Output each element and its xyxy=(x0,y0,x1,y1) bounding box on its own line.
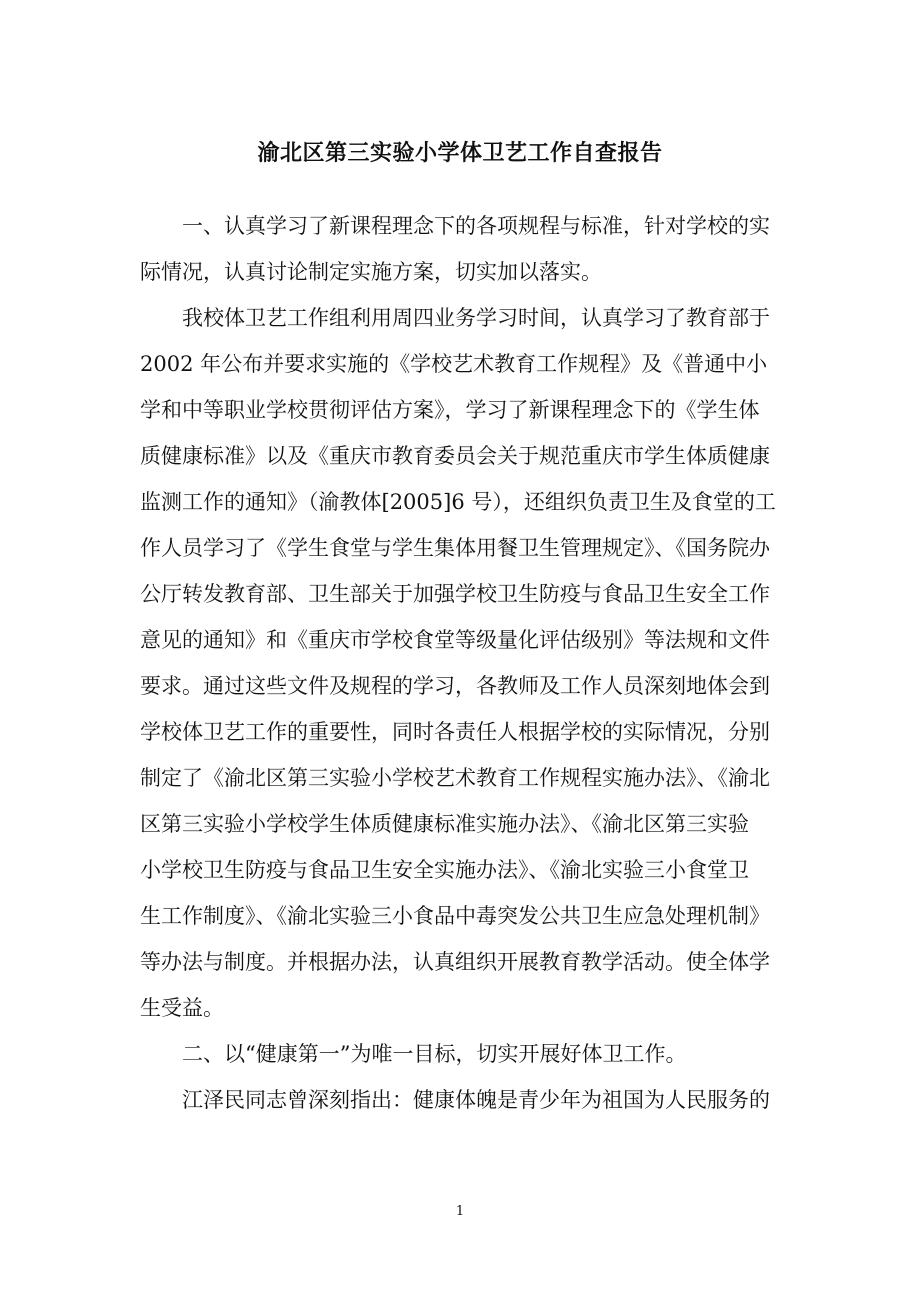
text-line: 二、以“健康第一”为唯一目标，切实开展好体卫工作。 xyxy=(182,1042,687,1066)
text-line: 公厅转发教育部、卫生部关于加强学校卫生防疫与食品卫生安全工作 xyxy=(140,582,770,606)
text-line: 学和中等职业学校贯彻评估方案》，学习了新课程理念下的《学生体 xyxy=(140,398,760,422)
text-line: 质健康标准》以及《重庆市教育委员会关于规范重庆市学生体质健康 xyxy=(140,444,770,468)
text-line: 江泽民同志曾深刻指出：健康体魄是青少年为祖国为人民服务的 xyxy=(182,1088,770,1112)
text-line: 区第三实验小学校学生体质健康标准实施办法》、《渝北区第三实验 xyxy=(140,812,749,836)
text-line: 际情况，认真讨论制定实施方案，切实加以落实。 xyxy=(140,260,602,284)
document-title: 渝北区第三实验小学体卫艺工作自查报告 xyxy=(257,141,663,166)
text-line: 生受益。 xyxy=(140,996,224,1020)
text-line: 要求。通过这些文件及规程的学习，各教师及工作人员深刻地体会到 xyxy=(140,674,770,698)
text-line: 一、认真学习了新课程理念下的各项规程与标准，针对学校的实 xyxy=(182,214,770,238)
text-line: 我校体卫艺工作组利用周四业务学习时间，认真学习了教育部于 xyxy=(182,306,770,330)
text-line: 制定了《渝北区第三实验小学校艺术教育工作规程实施办法》、《渝北 xyxy=(140,766,770,790)
text-line: 监测工作的通知》（渝教体[2005]6 号），还组织负责卫生及食堂的工 xyxy=(140,490,776,514)
text-line: 作人员学习了《学生食堂与学生集体用餐卫生管理规定》、《国务院办 xyxy=(140,536,770,560)
text-line: 生工作制度》、《渝北实验三小食品中毒突发公共卫生应急处理机制》 xyxy=(140,904,770,928)
text-line: 学校体卫艺工作的重要性，同时各责任人根据学校的实际情况，分别 xyxy=(140,720,770,744)
document-body xyxy=(140,203,780,1123)
page-number: 1 xyxy=(455,1204,465,1219)
text-line: 意见的通知》和《重庆市学校食堂等级量化评估级别》等法规和文件 xyxy=(140,628,770,652)
text-line: 小学校卫生防疫与食品卫生安全实施办法》、《渝北实验三小食堂卫 xyxy=(140,858,749,882)
text-line: 等办法与制度。并根据办法，认真组织开展教育教学活动。使全体学 xyxy=(140,950,770,974)
text-line: 2002 年公布并要求实施的《学校艺术教育工作规程》及《普通中小 xyxy=(140,352,768,376)
